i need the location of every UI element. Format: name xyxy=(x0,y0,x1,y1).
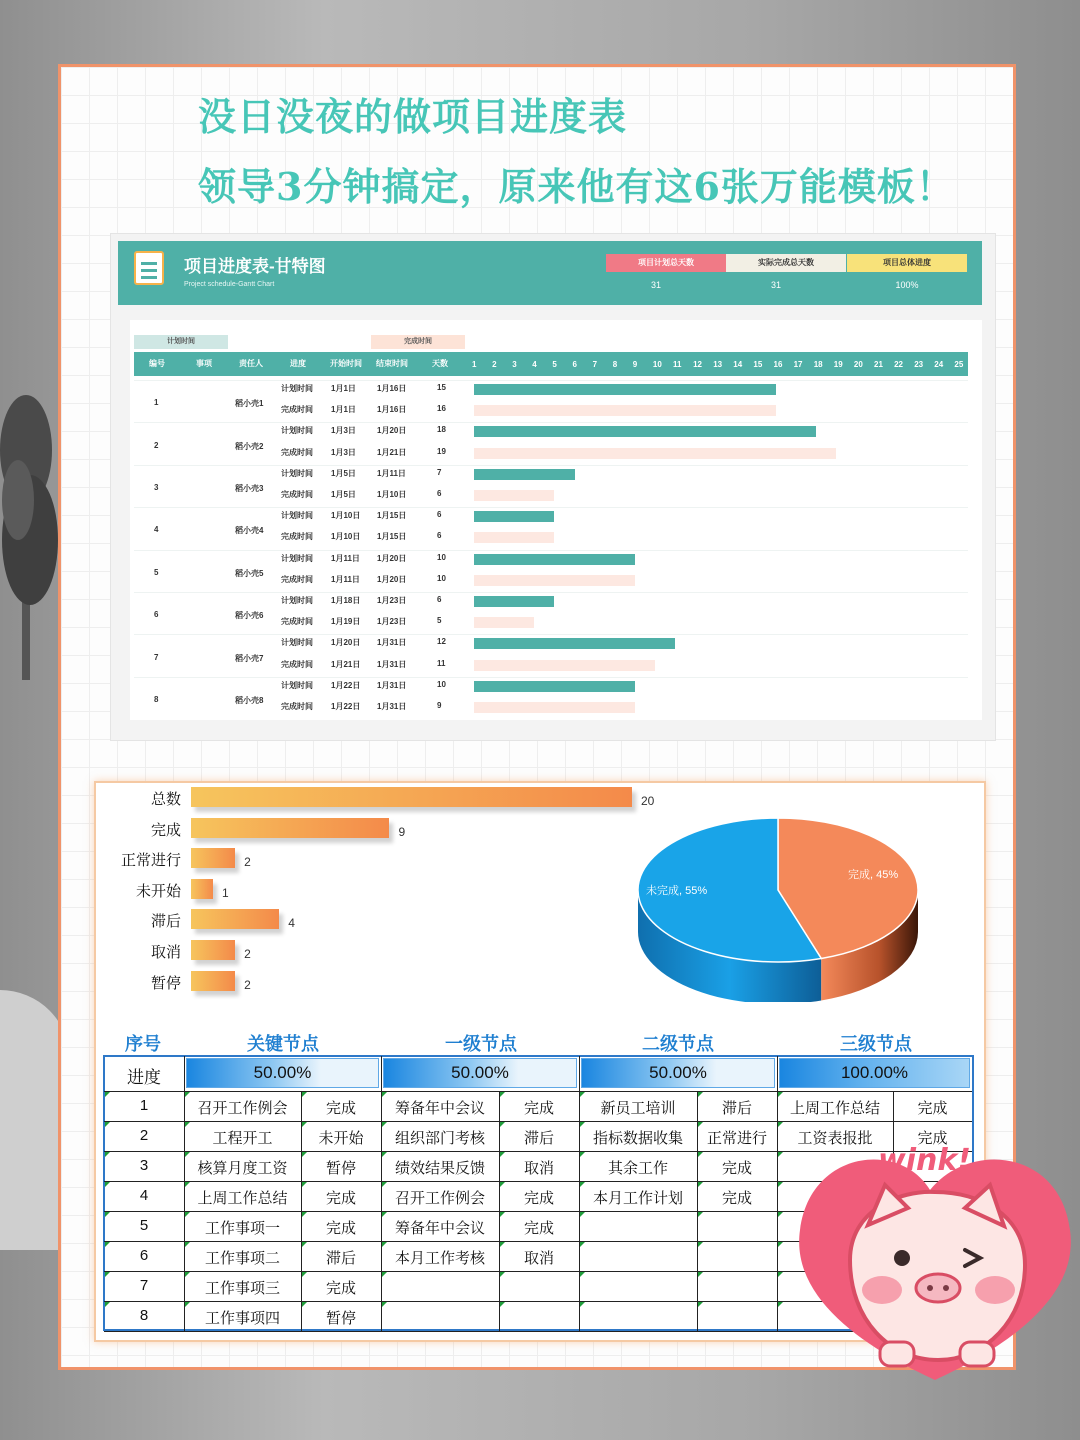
cell-marker xyxy=(778,1242,783,1247)
cell-marker xyxy=(580,1272,585,1277)
bar-value-label: 2 xyxy=(244,977,251,992)
header-key-node: 关键节点 xyxy=(247,1034,319,1054)
gantt-day-label: 4 xyxy=(532,360,537,369)
row-index: 4 xyxy=(139,1187,149,1204)
status-bar xyxy=(191,787,632,807)
row-index: 1 xyxy=(139,1097,149,1114)
plan-end-date: 1月31日 xyxy=(377,680,407,690)
status-bar xyxy=(191,848,235,868)
plant-decoration xyxy=(0,380,60,680)
cell-marker xyxy=(698,1272,703,1277)
cell-marker xyxy=(500,1302,505,1307)
gantt-day-label: 1 xyxy=(472,360,477,369)
gantt-day-label: 19 xyxy=(833,360,843,369)
done-gantt-bar xyxy=(474,532,554,543)
plan-end-date: 1月20日 xyxy=(377,553,407,563)
gantt-row-separator xyxy=(134,592,968,593)
col-start: 开始时间 xyxy=(330,359,362,368)
done-gantt-bar xyxy=(474,660,655,671)
task-owner: 稻小壳5 xyxy=(235,568,264,578)
node-status: 完成 xyxy=(917,1130,948,1147)
node-task: 工程开工 xyxy=(212,1130,273,1147)
plan-gantt-bar xyxy=(474,596,554,607)
plan-days: 10 xyxy=(437,679,446,689)
node-task: 其余工作 xyxy=(607,1160,668,1177)
done-end-date: 1月10日 xyxy=(377,490,407,499)
done-label: 完成时间 xyxy=(281,659,313,669)
done-start-date: 1月3日 xyxy=(331,447,356,457)
plan-end-date: 1月11日 xyxy=(377,468,406,478)
plan-end-date: 1月20日 xyxy=(377,426,407,436)
headline-line-2: 领导3分钟搞定，原来他有这6张万能模板！ xyxy=(198,164,955,209)
cell-marker xyxy=(580,1212,585,1217)
node-status: 完成 xyxy=(523,1190,554,1207)
table-hline xyxy=(104,1091,972,1092)
node-task: 工作事项三 xyxy=(204,1280,280,1297)
bar-category-label: 取消 xyxy=(150,944,181,961)
done-label: 完成时间 xyxy=(281,405,313,415)
plan-start-date: 1月18日 xyxy=(331,596,361,605)
row-index: 8 xyxy=(139,1307,149,1324)
gantt-day-label: 12 xyxy=(693,360,702,369)
plan-label: 计划时间 xyxy=(281,553,313,563)
plan-end-date: 1月15日 xyxy=(377,511,407,521)
cell-marker xyxy=(778,1272,783,1277)
plan-start-date: 1月11日 xyxy=(331,553,360,563)
plan-label: 计划时间 xyxy=(281,468,313,478)
node-status: 完成 xyxy=(721,1190,752,1207)
gantt-day-label: 20 xyxy=(853,360,863,369)
node-status: 滞后 xyxy=(721,1100,752,1117)
plan-label: 计划时间 xyxy=(281,596,313,605)
gantt-day-label: 18 xyxy=(813,360,823,369)
cell-marker xyxy=(778,1182,783,1187)
status-bar xyxy=(191,879,213,899)
done-start-date: 1月19日 xyxy=(331,617,361,627)
status-bar xyxy=(191,940,235,960)
headline-line-1: 没日没夜的做项目进度表 xyxy=(198,94,628,139)
bar-category-label: 总数 xyxy=(150,791,181,808)
done-start-date: 1月11日 xyxy=(331,574,360,584)
node-task: 工资表报批 xyxy=(797,1130,873,1147)
plan-time-tag: 计划时间 xyxy=(134,335,228,349)
plan-end-date: 1月31日 xyxy=(377,638,407,648)
done-label: 完成时间 xyxy=(281,574,313,584)
plan-start-date: 1月22日 xyxy=(331,680,361,690)
plan-gantt-bar xyxy=(474,511,554,522)
gantt-day-label: 21 xyxy=(874,360,883,369)
done-label: 完成时间 xyxy=(281,532,313,542)
pig-sticker-icon xyxy=(790,1130,1080,1380)
pie-label-done: 完成, 45% xyxy=(848,869,899,881)
node-task: 筹备年中会议 xyxy=(394,1220,485,1237)
bar-value-label: 1 xyxy=(222,885,229,900)
task-number: 7 xyxy=(154,652,159,662)
gantt-subtitle: Project schedule-Gantt Chart xyxy=(184,281,275,288)
node-task: 组织部门考核 xyxy=(394,1130,485,1147)
done-end-date: 1月16日 xyxy=(377,405,407,415)
node-task: 召开工作例会 xyxy=(394,1190,485,1207)
cell-marker xyxy=(580,1302,585,1307)
node-status: 完成 xyxy=(325,1190,356,1207)
done-days: 6 xyxy=(437,531,442,541)
clipboard-icon xyxy=(134,251,164,285)
row-index: 7 xyxy=(139,1277,149,1294)
progress-value: 50.00% xyxy=(649,1063,707,1082)
node-status: 完成 xyxy=(325,1280,356,1297)
bar-value-label: 2 xyxy=(244,855,251,870)
row-index: 6 xyxy=(139,1247,149,1264)
kpi-actual-days-label: 实际完成总天数 xyxy=(726,254,846,272)
plan-end-date: 1月16日 xyxy=(377,384,407,393)
node-task: 上周工作总结 xyxy=(197,1190,288,1207)
done-end-date: 1月31日 xyxy=(377,659,407,669)
gantt-day-label: 8 xyxy=(612,360,618,369)
gantt-title: 项目进度表-甘特图 xyxy=(184,257,326,276)
col-end: 结束时间 xyxy=(376,359,408,368)
bar-value-label: 4 xyxy=(288,916,295,931)
plan-days: 6 xyxy=(437,510,442,520)
node-status: 滞后 xyxy=(523,1130,554,1147)
task-owner: 稻小壳3 xyxy=(235,484,264,493)
plan-start-date: 1月1日 xyxy=(331,384,356,393)
gantt-row-separator xyxy=(134,422,968,423)
done-days: 16 xyxy=(437,404,446,414)
completion-pie-chart xyxy=(630,812,930,1002)
node-status: 完成 xyxy=(523,1220,554,1237)
progress-value: 50.00% xyxy=(451,1063,509,1082)
task-number: 6 xyxy=(154,610,159,620)
node-task: 工作事项一 xyxy=(204,1220,280,1237)
plan-start-date: 1月10日 xyxy=(331,511,361,521)
node-task: 本月工作考核 xyxy=(394,1250,485,1267)
row-index: 5 xyxy=(139,1217,149,1234)
gantt-day-label: 25 xyxy=(954,360,964,369)
node-status: 取消 xyxy=(523,1250,554,1267)
plan-label: 计划时间 xyxy=(281,680,313,690)
plan-gantt-bar xyxy=(474,638,675,649)
done-start-date: 1月22日 xyxy=(331,702,361,711)
done-days: 11 xyxy=(437,658,446,668)
node-task: 筹备年中会议 xyxy=(394,1100,485,1117)
bar-category-label: 未开始 xyxy=(135,882,181,900)
done-time-tag: 完成时间 xyxy=(371,335,465,349)
progress-value: 100.00% xyxy=(840,1063,909,1082)
plan-label: 计划时间 xyxy=(281,638,313,648)
col-number: 编号 xyxy=(149,359,165,368)
task-number: 5 xyxy=(154,567,159,577)
plan-start-date: 1月3日 xyxy=(331,426,356,436)
kpi-plan-days-value: 31 xyxy=(650,280,661,290)
done-end-date: 1月20日 xyxy=(377,574,407,584)
done-end-date: 1月21日 xyxy=(377,447,407,457)
cell-marker xyxy=(778,1152,783,1157)
gantt-day-label: 2 xyxy=(492,360,497,369)
gantt-row-separator xyxy=(134,550,968,551)
kpi-actual-days-value: 31 xyxy=(770,280,781,290)
done-label: 完成时间 xyxy=(281,490,313,499)
done-gantt-bar xyxy=(474,617,534,628)
header-level1-node: 一级节点 xyxy=(445,1034,517,1054)
node-task: 指标数据收集 xyxy=(592,1130,683,1147)
gantt-day-label: 6 xyxy=(572,360,577,369)
sticker-wink-text: wink! xyxy=(878,1143,971,1178)
task-owner: 稻小壳6 xyxy=(235,611,264,621)
bar-value-label: 20 xyxy=(641,794,655,808)
bar-category-label: 暂停 xyxy=(150,974,181,992)
task-owner: 稻小壳4 xyxy=(235,526,264,536)
done-start-date: 1月1日 xyxy=(331,405,356,415)
done-label: 完成时间 xyxy=(281,617,313,627)
plan-days: 18 xyxy=(437,425,446,435)
node-task: 新员工培训 xyxy=(600,1100,676,1117)
task-owner: 稻小壳8 xyxy=(235,696,264,705)
node-status: 暂停 xyxy=(325,1310,356,1327)
plan-gantt-bar xyxy=(474,469,575,480)
status-bar xyxy=(191,971,235,991)
bar-category-label: 完成 xyxy=(150,821,181,839)
done-gantt-bar xyxy=(474,490,554,501)
plan-days: 6 xyxy=(437,595,442,604)
gantt-day-label: 13 xyxy=(713,360,723,369)
plan-start-date: 1月20日 xyxy=(331,638,361,648)
cell-marker xyxy=(580,1242,585,1247)
col-item: 事项 xyxy=(196,359,212,368)
plan-label: 计划时间 xyxy=(281,511,313,521)
gantt-day-label: 17 xyxy=(793,360,803,369)
pie-label-undone: 未完成, 55% xyxy=(646,885,708,897)
status-bar xyxy=(191,909,279,929)
cell-marker xyxy=(382,1302,387,1307)
done-days: 10 xyxy=(437,573,446,583)
node-status: 未开始 xyxy=(318,1130,364,1147)
task-owner: 稻小壳7 xyxy=(235,653,264,663)
task-number: 3 xyxy=(154,483,159,492)
node-task: 召开工作例会 xyxy=(197,1100,288,1117)
plan-gantt-bar xyxy=(474,681,635,692)
plan-days: 15 xyxy=(437,383,446,392)
bar-value-label: 2 xyxy=(244,947,251,961)
plan-label: 计划时间 xyxy=(281,384,313,393)
done-start-date: 1月10日 xyxy=(331,532,361,542)
header-index: 序号 xyxy=(125,1034,161,1054)
node-status: 完成 xyxy=(721,1160,752,1177)
gantt-day-label: 14 xyxy=(733,360,743,369)
gantt-day-label: 22 xyxy=(894,360,903,369)
node-status: 完成 xyxy=(325,1220,356,1237)
cell-marker xyxy=(698,1242,703,1247)
done-gantt-bar xyxy=(474,405,776,416)
node-task: 工作事项四 xyxy=(204,1310,280,1327)
done-days: 9 xyxy=(437,701,442,710)
done-days: 6 xyxy=(437,489,442,498)
col-days: 天数 xyxy=(432,359,448,368)
header-level2-node: 二级节点 xyxy=(642,1034,714,1054)
gantt-day-label: 11 xyxy=(673,360,682,369)
cell-marker xyxy=(382,1272,387,1277)
node-status: 滞后 xyxy=(325,1250,356,1267)
kpi-overall-progress-value: 100% xyxy=(895,280,919,290)
task-owner: 稻小壳2 xyxy=(235,441,264,451)
cell-marker xyxy=(778,1302,783,1307)
task-number: 1 xyxy=(154,398,159,408)
table-hline xyxy=(104,1121,972,1122)
gantt-day-label: 10 xyxy=(652,360,662,369)
progress-value: 50.00% xyxy=(253,1063,312,1082)
node-status: 完成 xyxy=(523,1100,554,1117)
gantt-row-separator xyxy=(134,380,968,381)
node-task: 工作事项二 xyxy=(204,1250,280,1267)
done-end-date: 1月23日 xyxy=(377,617,407,627)
col-owner: 责任人 xyxy=(239,359,263,368)
task-number: 4 xyxy=(154,525,159,535)
bar-category-label: 滞后 xyxy=(150,913,181,931)
done-end-date: 1月15日 xyxy=(377,532,407,542)
plan-days: 7 xyxy=(437,467,442,477)
done-label: 完成时间 xyxy=(281,447,313,457)
gantt-row-separator xyxy=(134,634,968,635)
plan-start-date: 1月5日 xyxy=(331,468,356,478)
done-gantt-bar xyxy=(474,448,836,459)
node-status: 完成 xyxy=(917,1100,948,1117)
progress-label: 进度 xyxy=(127,1068,161,1087)
cell-marker xyxy=(778,1212,783,1217)
node-task: 绩效结果反馈 xyxy=(394,1160,485,1177)
gantt-day-label: 24 xyxy=(934,360,944,369)
plan-days: 12 xyxy=(437,637,446,647)
plan-gantt-bar xyxy=(474,554,635,565)
gantt-day-label: 5 xyxy=(552,360,557,369)
done-start-date: 1月21日 xyxy=(331,659,361,669)
cell-marker xyxy=(698,1302,703,1307)
row-index: 2 xyxy=(139,1127,149,1144)
cell-marker xyxy=(500,1272,505,1277)
gantt-row-separator xyxy=(134,677,968,678)
gantt-day-label: 7 xyxy=(592,360,598,369)
done-start-date: 1月5日 xyxy=(331,490,356,499)
gantt-day-label: 23 xyxy=(914,360,924,369)
row-index: 3 xyxy=(139,1157,149,1174)
node-status: 取消 xyxy=(523,1160,554,1177)
cell-marker xyxy=(698,1212,703,1217)
node-task: 核算月度工资 xyxy=(197,1160,288,1177)
gantt-day-label: 16 xyxy=(773,360,783,369)
done-end-date: 1月31日 xyxy=(377,702,407,711)
col-progress: 进度 xyxy=(290,359,306,368)
task-number: 8 xyxy=(154,695,159,704)
bar-category-label: 正常进行 xyxy=(120,852,181,870)
done-gantt-bar xyxy=(474,702,635,713)
node-status: 完成 xyxy=(325,1100,356,1117)
kpi-overall-progress-label: 项目总体进度 xyxy=(847,254,967,272)
gantt-day-label: 3 xyxy=(512,360,517,369)
done-days: 5 xyxy=(437,616,442,626)
gantt-day-label: 15 xyxy=(753,360,763,369)
done-gantt-bar xyxy=(474,575,635,586)
node-status: 暂停 xyxy=(325,1160,356,1177)
node-status: 正常进行 xyxy=(706,1130,767,1147)
done-label: 完成时间 xyxy=(281,702,313,711)
status-bar xyxy=(191,818,389,838)
plan-label: 计划时间 xyxy=(281,426,313,436)
kpi-plan-days-label: 项目计划总天数 xyxy=(606,254,726,272)
header-level3-node: 三级节点 xyxy=(840,1034,912,1054)
plan-end-date: 1月23日 xyxy=(377,596,407,605)
task-number: 2 xyxy=(154,440,159,450)
bar-value-label: 9 xyxy=(398,824,406,839)
gantt-row-separator xyxy=(134,465,968,466)
task-owner: 稻小壳1 xyxy=(235,399,264,409)
plan-gantt-bar xyxy=(474,426,816,437)
node-task: 本月工作计划 xyxy=(592,1190,683,1207)
plan-days: 10 xyxy=(437,552,446,562)
gantt-day-label: 9 xyxy=(632,360,638,369)
plan-gantt-bar xyxy=(474,384,776,395)
done-days: 19 xyxy=(437,446,446,456)
node-task: 上周工作总结 xyxy=(789,1100,880,1117)
gantt-row-separator xyxy=(134,507,968,508)
